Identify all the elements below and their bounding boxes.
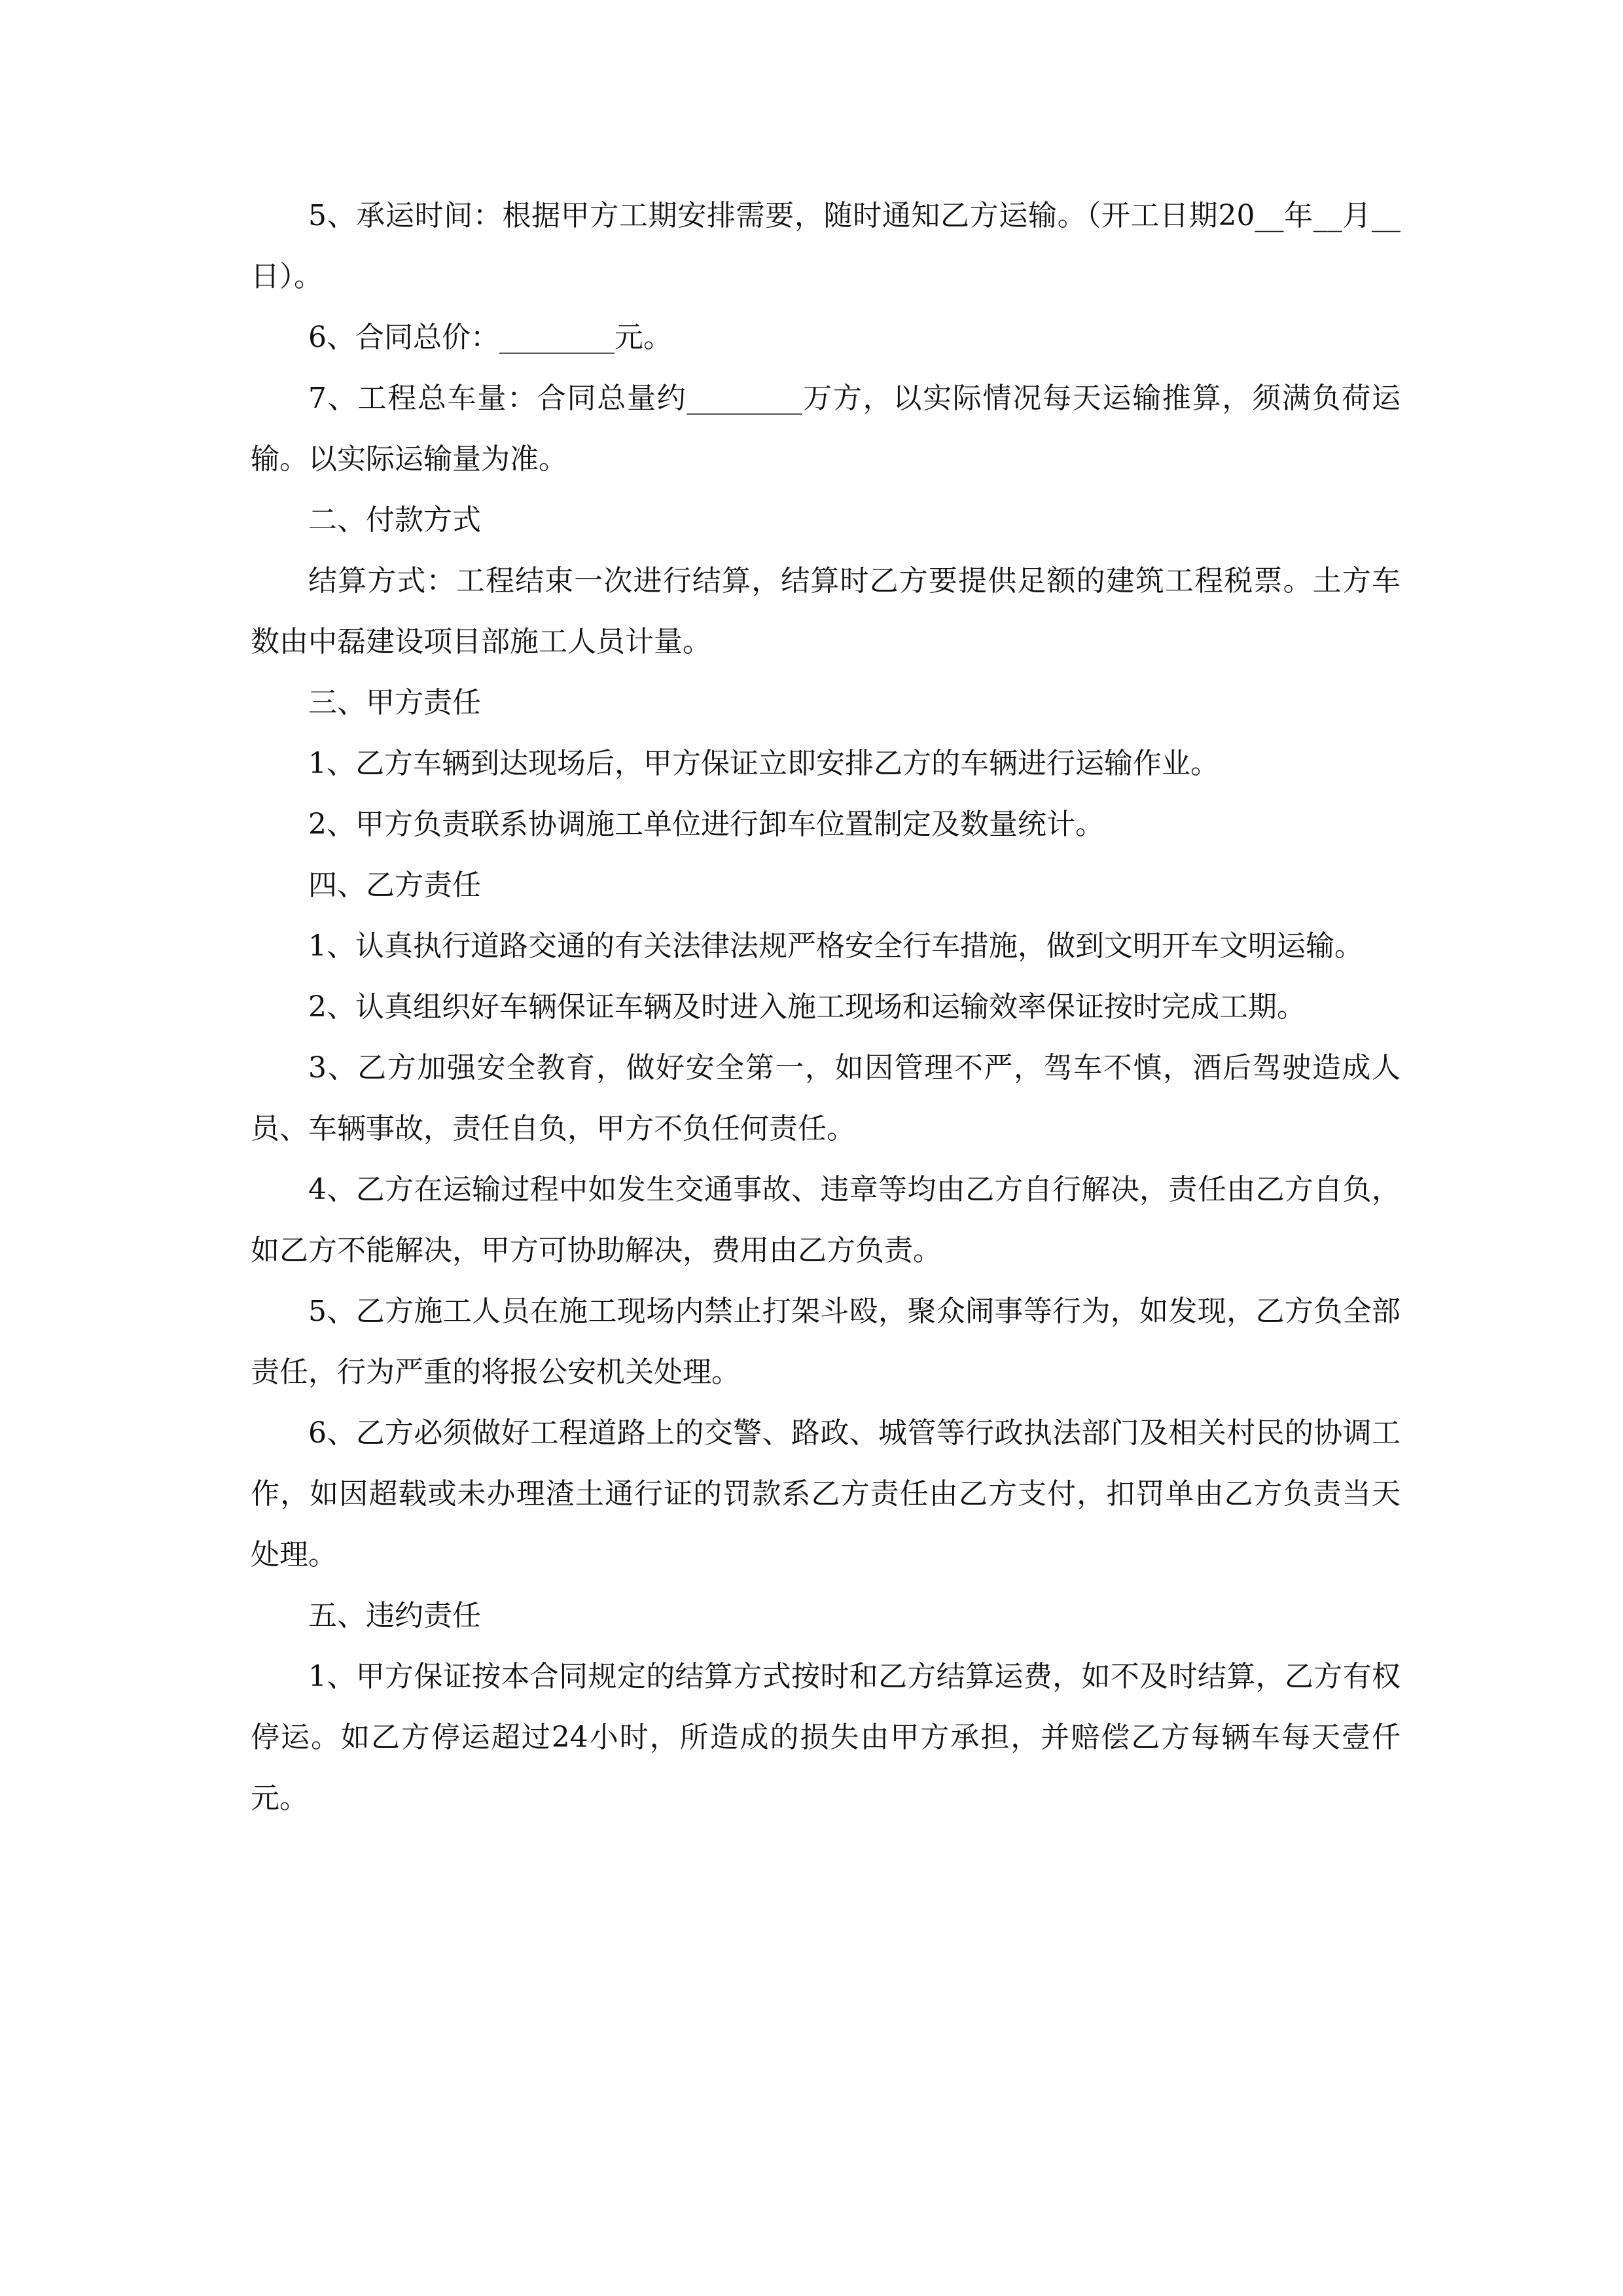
clause-party-b-1: 1、认真执行道路交通的有关法律法规严格安全行车措施，做到文明开车文明运输。 xyxy=(308,929,1363,963)
clause-party-b-5: 5、乙方施工人员在施工现场内禁止打架斗殴，聚众闹事等行为，如发现，乙方负全部责任，行为严重的将报公安机关处理。 xyxy=(251,1295,1400,1389)
document-body xyxy=(251,185,1400,1829)
clause-party-b-2: 2、认真组织好车辆保证车辆及时进入施工现场和运输效率保证按时完成工期。 xyxy=(308,990,1306,1024)
clause-party-b-4: 4、乙方在运输过程中如发生交通事故、违章等均由乙方自行解决，责任由乙方自负，如乙方不能解决，甲方可协助解决，费用由乙方负责。 xyxy=(251,1173,1400,1267)
clause-party-b-6: 6、乙方必须做好工程道路上的交警、路政、城管等行政执法部门及相关村民的协调工作，如因超载或未办理渣土通行证的罚款系乙方责任由乙方支付，扣罚单由乙方负责当天处理。 xyxy=(251,1416,1400,1571)
clause-party-b-3: 3、乙方加强安全教育，做好安全第一，如因管理不严，驾车不慎，酒后驾驶造成人员、车辆事故，责任自负，甲方不负任何责任。 xyxy=(251,1051,1400,1145)
clause-settlement-method: 结算方式：工程结束一次进行结算，结算时乙方要提供足额的建筑工程税票。土方车数由中磊建设项目部施工人员计量。 xyxy=(251,564,1400,658)
clause-total-price: 6、合同总价：________元。 xyxy=(308,321,672,354)
clause-party-a-2: 2、甲方负责联系协调施工单位进行卸车位置制定及数量统计。 xyxy=(308,808,1104,841)
section-heading-party-b: 四、乙方责任 xyxy=(308,869,481,902)
clause-breach-1: 1、甲方保证按本合同规定的结算方式按时和乙方结算运费，如不及时结算，乙方有权停运。如乙方停运超过24小时，所造成的损失由甲方承担，并赔偿乙方每辆车每天壹仟元。 xyxy=(251,1660,1400,1815)
section-heading-party-a: 三、甲方责任 xyxy=(308,686,481,719)
clause-party-a-1: 1、乙方车辆到达现场后，甲方保证立即安排乙方的车辆进行运输作业。 xyxy=(308,747,1219,780)
section-heading-breach: 五、违约责任 xyxy=(308,1599,481,1632)
clause-total-volume: 7、工程总车量：合同总量约________万方，以实际情况每天运输推算，须满负荷运输。以实际运输量为准。 xyxy=(251,382,1400,476)
section-heading-payment: 二、付款方式 xyxy=(308,503,481,537)
clause-transport-time: 5、承运时间：根据甲方工期安排需要，随时通知乙方运输。（开工日期20__年__月__日）。 xyxy=(251,199,1400,293)
